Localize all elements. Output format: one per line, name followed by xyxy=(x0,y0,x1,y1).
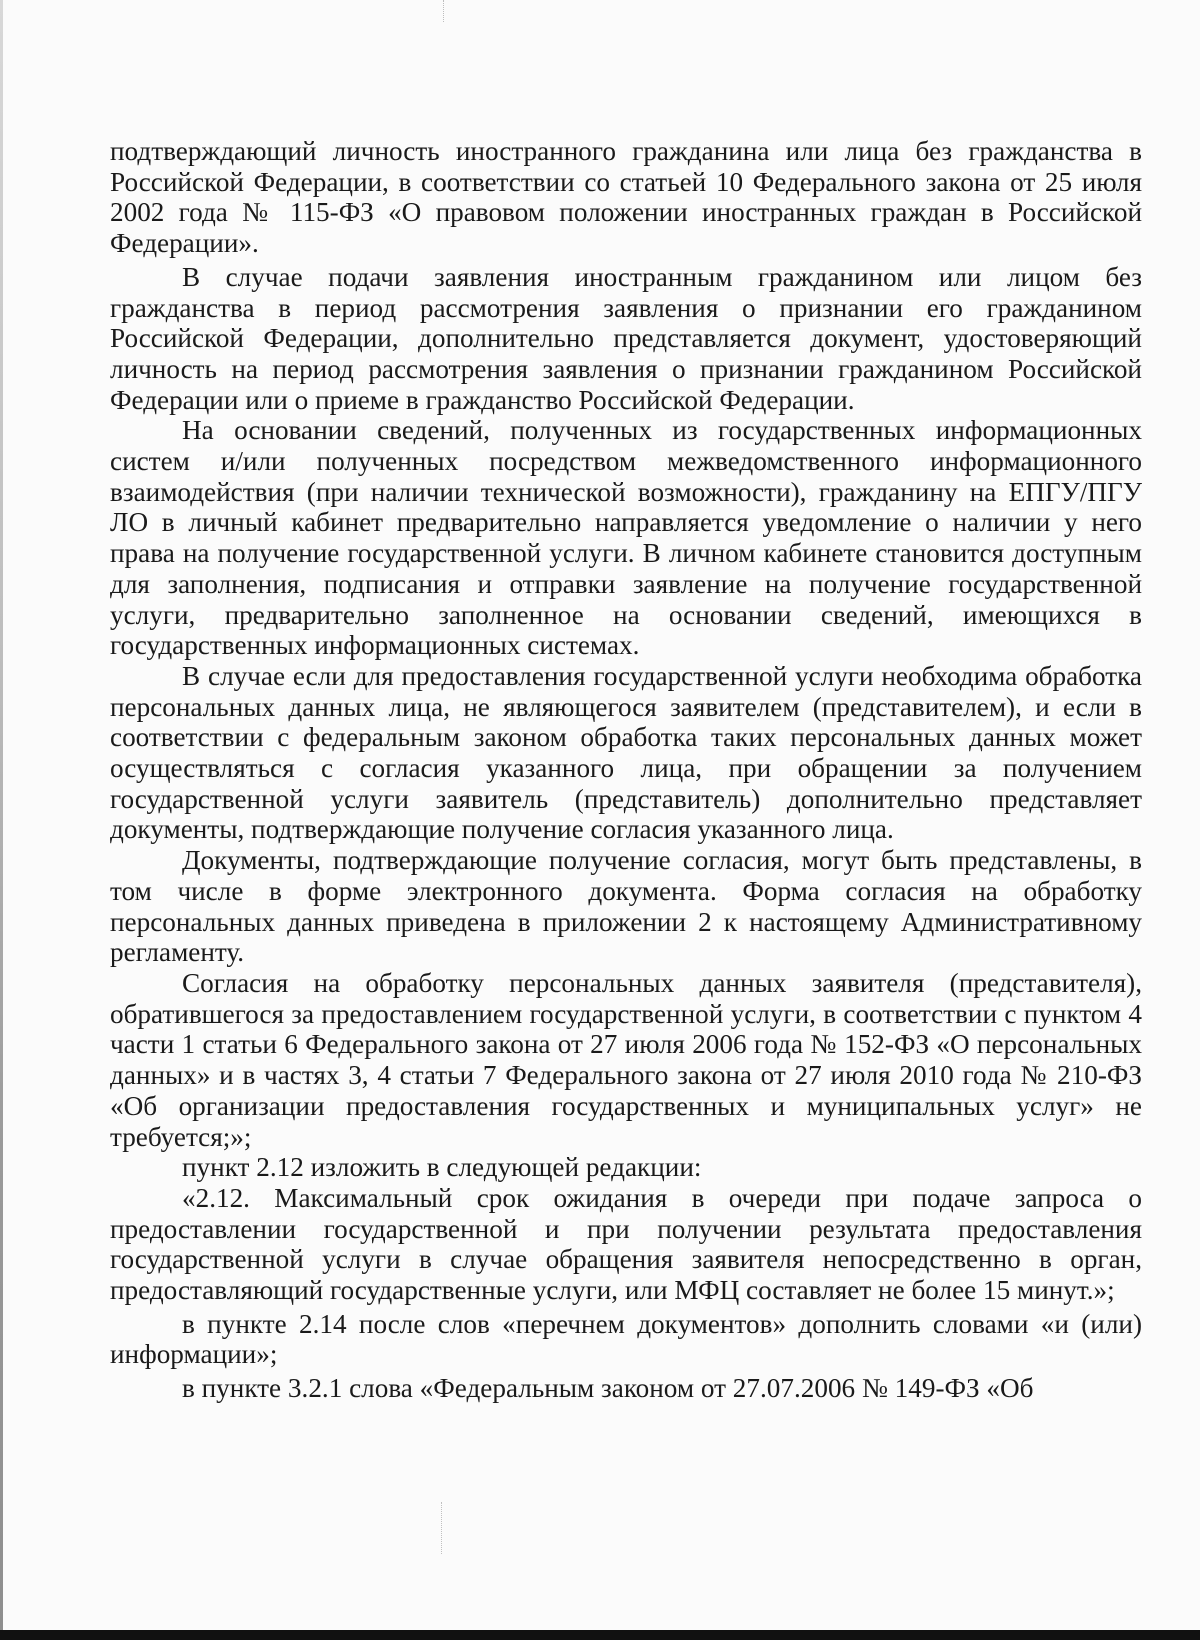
document-body xyxy=(110,136,1142,1404)
paragraph-4: В случае если для предоставления государственной услуги необходима обработка персональных данных лица, не являющегося заявителем (представителем), и если в соответствии с федеральным законом обработка таких персональных данных может осуществляться с согласия указанного лица, при обращении за получением государственной услуги заявитель (представитель) дополнительно представляет документы, подтверждающие получение согласия указанного лица. xyxy=(110,660,1142,845)
paragraph-3: На основании сведений, полученных из государственных информационных систем и/или полученных посредством межведомственного информационного взаимодействия (при наличии технической возможности), гражданину на ЕПГУ/ПГУ ЛО в личный кабинет предварительно направляется уведомление о наличии у него права на получение государственной услуги. В личном кабинете становится доступным для заполнения, подписания и отправки заявление на получение государственной услуги, предварительно заполненное на основании сведений, имеющихся в государственных информационных системах. xyxy=(110,415,1142,661)
paragraph-2: В случае подачи заявления иностранным гражданином или лицом без гражданства в период рассмотрения заявления о признании его гражданином Российской Федерации, дополнительно представляется документ, удостоверяющий личность на период рассмотрения заявления о признании гражданином Российской Федерации или о приеме в гражданство Российской Федерации. xyxy=(110,261,1142,415)
paragraph-1: подтверждающий личность иностранного гражданина или лица без гражданства в Российской Федерации, в соответствии со статьей 10 Федерального закона от 25 июля 2002 года № 115-ФЗ «О правовом положении иностранных граждан в Российской Федерации». xyxy=(110,136,1142,259)
scan-edge xyxy=(0,0,3,1640)
paragraph-7: пункт 2.12 изложить в следующей редакции: xyxy=(182,1152,702,1183)
fold-mark-top xyxy=(443,0,445,22)
scan-bottom-edge xyxy=(0,1630,1200,1640)
paragraph-9: в пункте 2.14 после слов «перечнем документов» дополнить словами «и (или) информации»; xyxy=(110,1308,1142,1370)
fold-mark-bottom xyxy=(441,1502,443,1554)
paragraph-5: Документы, подтверждающие получение согласия, могут быть представлены, в том числе в форме электронного документа. Форма согласия на обработку персональных данных приведена в приложении 2 к настоящему Административному регламенту. xyxy=(110,845,1142,968)
paragraph-6: Согласия на обработку персональных данных заявителя (представителя), обратившегося за предоставлением государственной услуги, в соответствии с пунктом 4 части 1 статьи 6 Федерального закона от 27 июля 2006 года № 152-ФЗ «О персональных данных» и в частях 3, 4 статьи 7 Федерального закона от 27 июля 2010 года № 210-ФЗ «Об организации предоставления государственных и муниципальных услуг» не требуется;»; xyxy=(110,967,1142,1152)
paragraph-8: «2.12. Максимальный срок ожидания в очереди при подаче запроса о предоставлении государственной и при получении результата предоставления государственной услуги в случае обращения заявителя непосредственно в орган, предоставляющий государственные услуги, или МФЦ составляет не более 15 минут.»; xyxy=(110,1182,1142,1306)
paragraph-10: в пункте 3.2.1 слова «Федеральным законом от 27.07.2006 № 149-ФЗ «Об xyxy=(182,1373,1034,1404)
